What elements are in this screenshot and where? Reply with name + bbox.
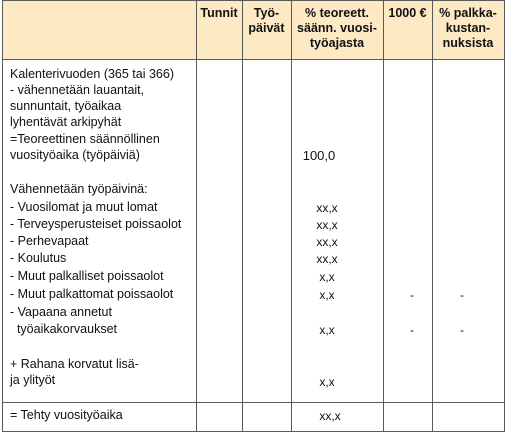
- rahana-line: ja ylityöt: [10, 373, 56, 387]
- vapaana-line: - Vapaana annetut: [10, 305, 112, 319]
- table-border-right: [504, 0, 505, 432]
- row-pct: xx,x: [316, 235, 338, 249]
- table-border-top: [2, 0, 505, 1]
- row-label: - Koulutus: [10, 251, 67, 265]
- footer-divider: [2, 402, 505, 403]
- column-divider: [383, 0, 384, 432]
- footer-pct: xx,x: [319, 409, 341, 423]
- section1-line: vuosityöaika (työpäiviä): [10, 148, 140, 162]
- row-pct: x,x: [319, 288, 335, 302]
- vapaana-line: työaikakorvaukset: [10, 322, 117, 336]
- row-palkka: -: [460, 288, 464, 302]
- row-pct: xx,x: [316, 218, 338, 232]
- section1-line: Kalenterivuoden (365 tai 366): [10, 67, 175, 81]
- header-tunnit: Tunnit: [200, 6, 238, 20]
- row-label: - Perhevapaat: [10, 234, 89, 248]
- table-border-left: [2, 0, 3, 432]
- header-divider: [2, 59, 505, 60]
- row-pct: xx,x: [316, 252, 338, 266]
- column-divider: [291, 0, 292, 432]
- header-empty-cell: [2, 0, 196, 59]
- row-pct: xx,x: [316, 201, 338, 215]
- footer-label: = Tehty vuosityöaika: [10, 408, 123, 422]
- column-divider: [242, 0, 243, 432]
- row-label: - Terveysperusteiset poissaolot: [10, 217, 182, 231]
- header-tyopaivat: Työ- päivät: [248, 6, 285, 35]
- header-euro: 1000 €: [388, 6, 427, 20]
- row-label: - Vuosilomat ja muut lomat: [10, 200, 158, 214]
- column-divider: [196, 0, 197, 432]
- row-euro: -: [410, 288, 414, 302]
- row-label: - Muut palkalliset poissaolot: [10, 269, 164, 283]
- section1-line: lyhentävät arkipyhät: [10, 115, 122, 129]
- vapaana-pct: x,x: [319, 323, 335, 337]
- header-palkka: % palkka- kustan- nuksista: [439, 6, 497, 50]
- section2-title: Vähennetään työpäivinä:: [10, 182, 148, 196]
- rahana-line: + Rahana korvatut lisä-: [10, 357, 139, 371]
- section1-value: 100,0: [302, 148, 336, 163]
- column-divider: [432, 0, 433, 432]
- row-label: - Muut palkattomat poissaolot: [10, 287, 174, 301]
- rahana-pct: x,x: [319, 375, 335, 389]
- section1-line: - vähennetään lauantait,: [10, 83, 145, 97]
- vapaana-euro: -: [410, 323, 414, 337]
- row-pct: x,x: [319, 270, 335, 284]
- vapaana-palkka: -: [460, 323, 464, 337]
- header-teoreett: % teoreett. säänn. vuosi- työajasta: [297, 6, 377, 50]
- section1-line: =Teoreettinen säännöllinen: [10, 132, 160, 146]
- section1-line: sunnuntait, työaikaa: [10, 99, 122, 113]
